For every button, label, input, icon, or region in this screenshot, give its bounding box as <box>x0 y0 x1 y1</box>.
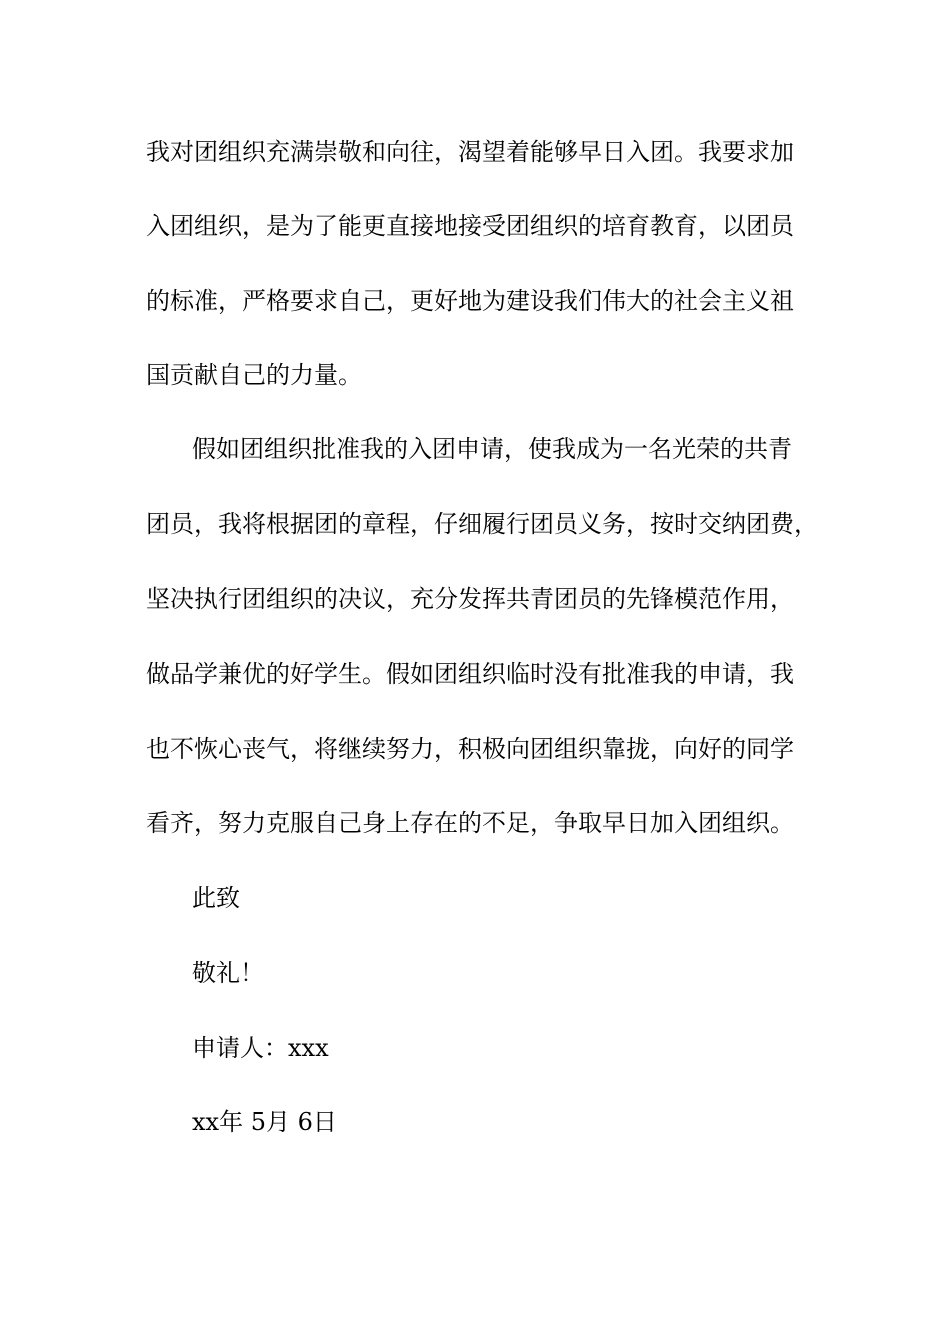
paragraph-2-line-6: 看齐，努力克服自己身上存在的不足，争取早日加入团组织。 <box>146 809 794 837</box>
paragraph-2-line-1: 假如团组织批准我的入团申请，使我成为一名光荣的共青 <box>192 435 792 463</box>
closing-regards: 敬礼！ <box>192 959 264 987</box>
paragraph-2-line-4: 做品学兼优的好学生。假如团组织临时没有批准我的申请，我 <box>146 660 794 688</box>
paragraph-1-line-3: 的标准，严格要求自己，更好地为建设我们伟大的社会主义祖 <box>146 287 794 315</box>
closing-salutation: 此致 <box>192 884 240 912</box>
paragraph-1-line-1: 我对团组织充满崇敬和向往，渴望着能够早日入团。我要求加 <box>146 138 794 166</box>
paragraph-1-line-4: 国贡献自己的力量。 <box>146 361 362 389</box>
application-date: xx年 5月 6日 <box>192 1108 337 1136</box>
applicant-signature: 申请人：xxx <box>192 1034 329 1062</box>
paragraph-2-line-3: 坚决执行团组织的决议，充分发挥共青团员的先锋模范作用， <box>146 585 794 613</box>
paragraph-2-line-5: 也不恢心丧气，将继续努力，积极向团组织靠拢，向好的同学 <box>146 735 794 763</box>
paragraph-2-line-2: 团员，我将根据团的章程，仔细履行团员义务，按时交纳团费， <box>146 510 818 538</box>
paragraph-1-line-2: 入团组织，是为了能更直接地接受团组织的培育教育，以团员 <box>146 212 794 240</box>
